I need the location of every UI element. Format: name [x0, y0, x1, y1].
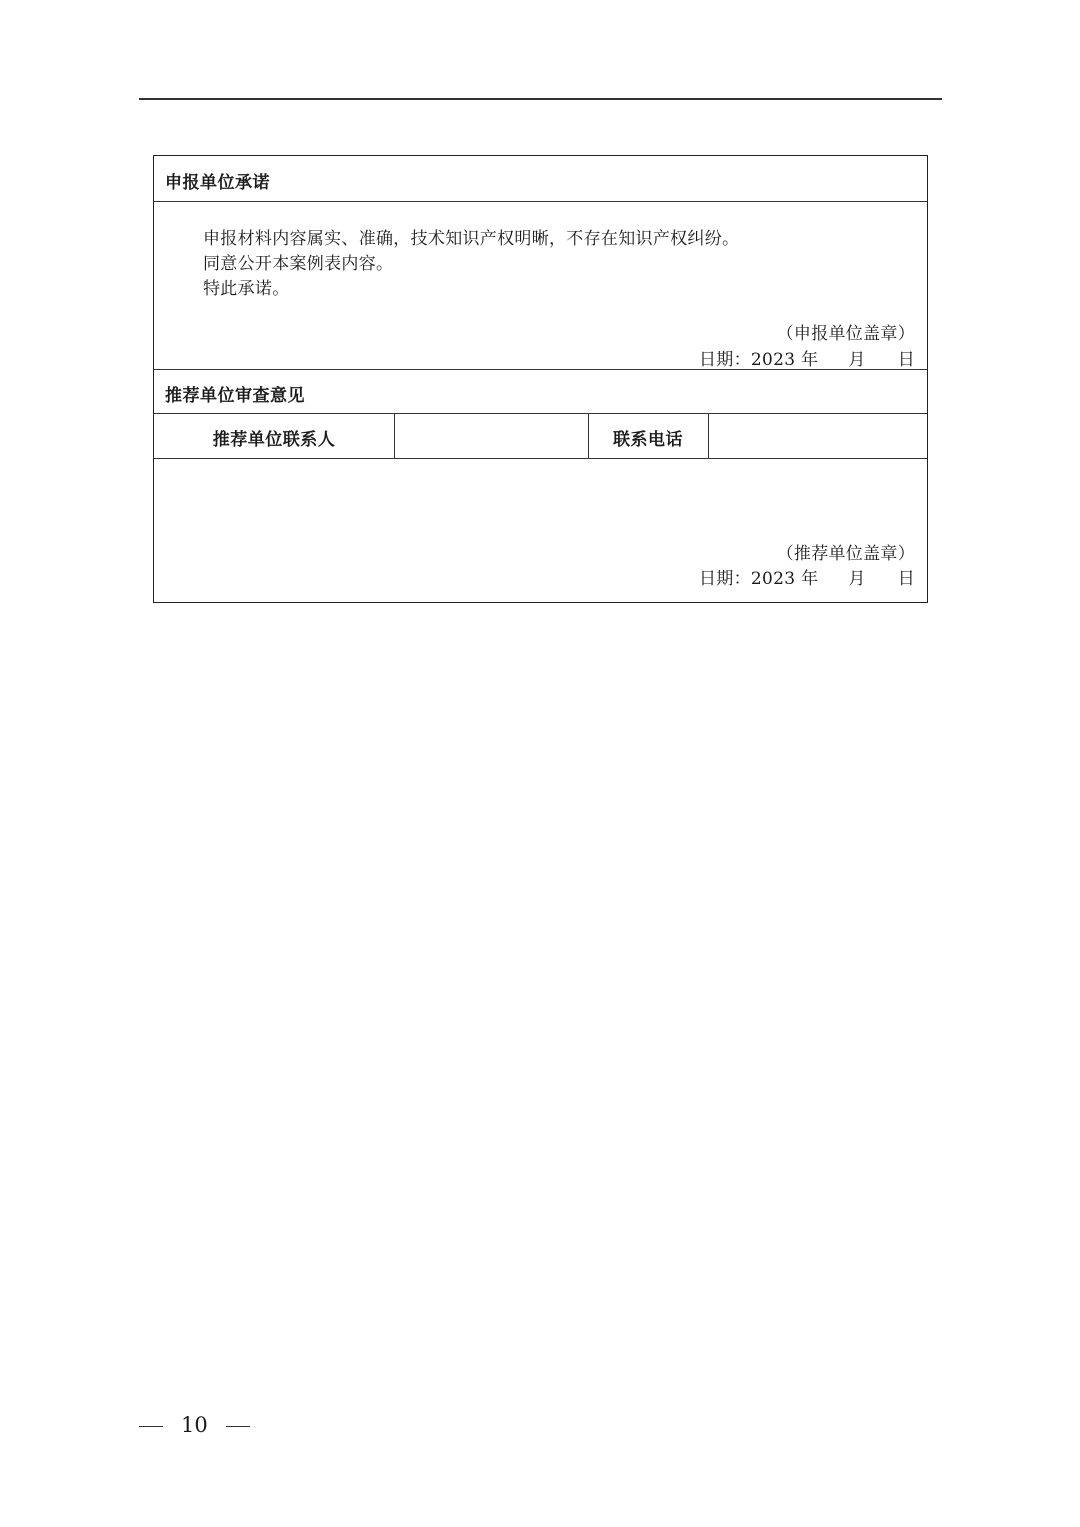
review-date-day: 日: [897, 569, 915, 589]
divider: [708, 413, 709, 458]
commitment-date-day: 日: [897, 350, 915, 370]
commitment-line-1: 申报材料内容属实、准确，技术知识产权明晰，不存在知识产权纠纷。: [203, 229, 740, 249]
review-seal-note: （推荐单位盖章）: [776, 544, 915, 564]
footer-dash-left: [139, 1426, 163, 1427]
commitment-date: [699, 345, 915, 370]
commitment-section-title: 申报单位承诺: [165, 173, 270, 193]
review-section-title: 推荐单位审查意见: [165, 386, 305, 406]
contact-label: 推荐单位联系人: [212, 430, 336, 450]
header-rule: [139, 98, 942, 100]
divider: [154, 201, 927, 202]
page-footer: [139, 1413, 250, 1437]
review-date-label: 日期：2023 年: [699, 569, 819, 589]
phone-label: 联系电话: [613, 430, 683, 450]
divider: [154, 458, 927, 459]
commitment-line-3: 特此承诺。: [203, 279, 290, 299]
divider: [154, 369, 927, 370]
page-number: 10: [181, 1413, 208, 1437]
commitment-date-month: 月: [848, 350, 866, 370]
application-form-table: [153, 155, 928, 603]
commitment-date-label: 日期：2023 年: [699, 350, 819, 370]
review-date-month: 月: [848, 569, 866, 589]
review-date: [699, 564, 915, 589]
footer-dash-right: [226, 1426, 250, 1427]
commitment-seal-note: （申报单位盖章）: [776, 324, 915, 344]
commitment-line-2: 同意公开本案例表内容。: [203, 254, 394, 274]
divider: [154, 413, 927, 414]
divider: [394, 413, 395, 458]
